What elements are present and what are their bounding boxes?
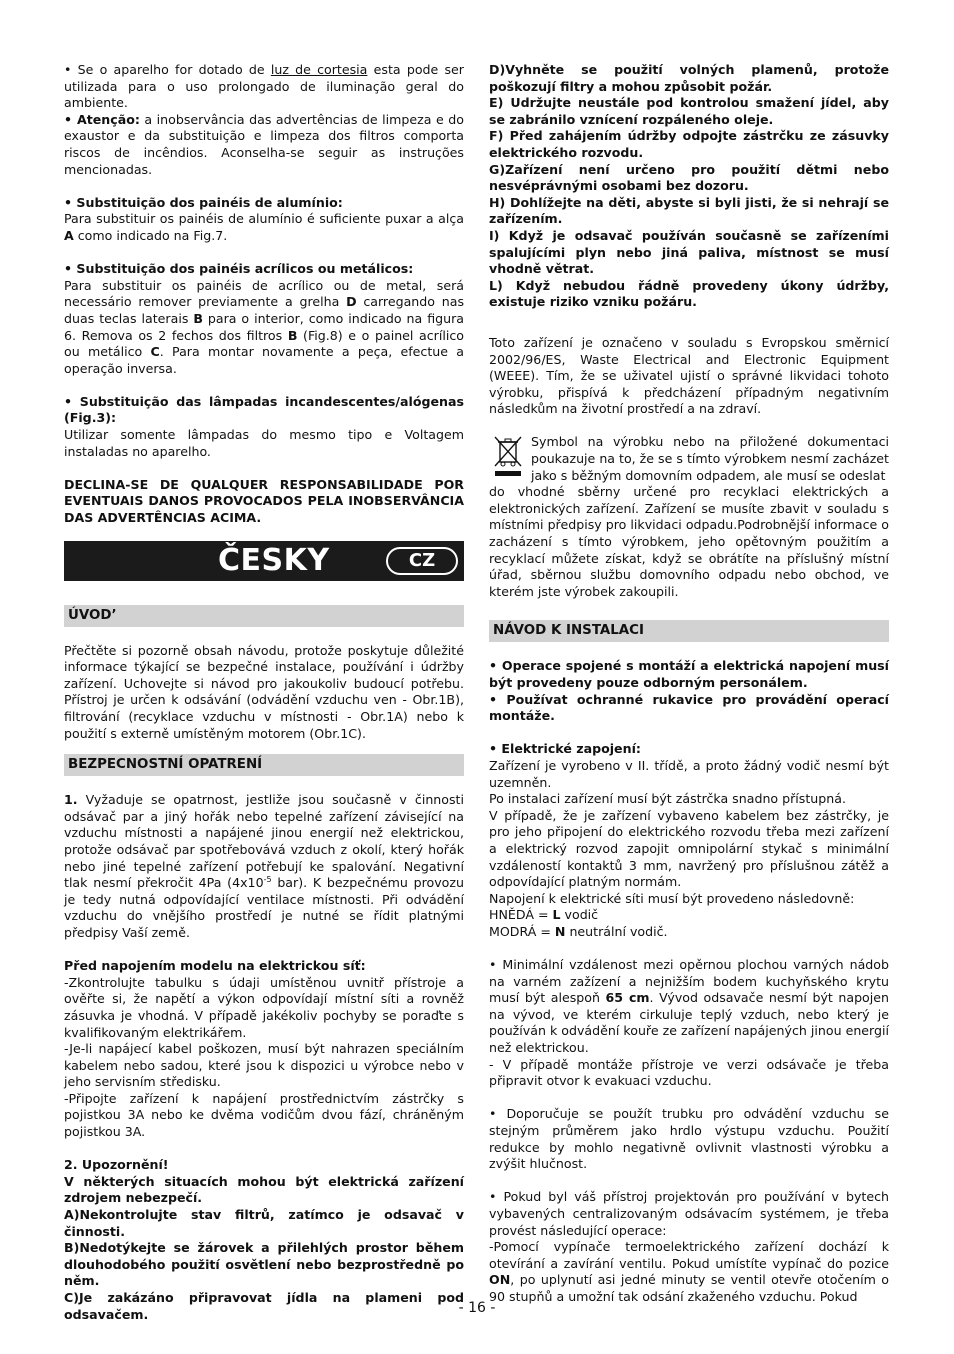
warning-c: C)Je zakázáno připravovat jídla na plameni pod odsavačem. <box>64 1290 464 1322</box>
left-column <box>64 62 464 1323</box>
heading-lamps: • Substituição das lâmpadas incandescentes/alógenas (Fig.3): <box>64 393 464 426</box>
courtesy-light-term: luz de cortesia <box>270 62 368 77</box>
language-badge: CZ <box>386 547 458 575</box>
crossed-bin-icon <box>491 434 525 478</box>
paragraph-connection: Napojení k elektrické síti musí být provedeno následovně: <box>489 890 855 906</box>
install-note-staff: • Operace spojené s montáží a elektrická napojení musí být provedeny pouze odborným personálem. <box>489 658 889 690</box>
paragraph-lamps: Utilizar somente lâmpadas do mesmo tipo e Voltagem instaladas no aparelho. <box>64 427 464 459</box>
wire-blue: MODRÁ = N neutrální vodič. <box>489 923 668 939</box>
warning-f: F) Před zahájením údržby odpojte zástrčku ze zásuvky elektrického rozvodu. <box>489 128 889 160</box>
paragraph-courtesy-light: • Se o aparelho for dotado de luz de cortesia esta pode ser utilizada para o uso prolongado de iluminação geral do ambiente. <box>64 62 464 111</box>
paragraph-valve: -Pomocí vypínače termoelektrického zařízení dochází k otevírání a zavírání ventilu. Pokud umístíte vypínač do pozice ON, po uplynutí asi jedné minuty se ventil otevře otočením o 90 stupňů a umožní tak odsání zkaženého vzduchu. Pokud <box>489 1239 889 1304</box>
paragraph-attention: • Atenção: a inobservância das advertências de limpeza e do exaustor e da substituição e limpeza dos filtros comporta riscos de incêndios. Aconselha-se seguir as instruções mencionadas. <box>64 111 464 177</box>
paragraph-central-system: • Pokud byl váš přístroj projektován pro používání v bytech vybavených centralizovaným odsávacím systémem, je třeba provést následující operace: <box>489 1189 889 1238</box>
paragraph-weee-symbol: Symbol na výrobku nebo na přiložené dokumentaci poukazuje na to, že se s tímto výrobkem nesmí zacházet jako s běžným domovním odpadem, ale musí se odeslat <box>531 434 889 483</box>
heading-acrylic: • Substituição dos painéis acrílicos ou metálicos: <box>64 261 414 277</box>
right-column <box>489 62 889 1306</box>
warning-l: L) Když nebudou řádně provedeny úkony údržby, existuje riziko vzniku požáru. <box>489 277 889 310</box>
section-heading-safety: BEZPECNOSTNÍ OPATRENÍ <box>64 754 464 776</box>
paragraph-check-label: -Zkontrolujte tabulku s údaji umístěnou uvnitř přístroje a ověřte si, že napětí a výkon odpovídají místní síti a rovněž zásuvka je vhodná. V případě jakékoliv pochyby se poraďte s kvalifikovaným elektrikářem. <box>64 974 464 1040</box>
paragraph-omnipolar: V případě, že je zařízení vybaveno kabelem bez zástrčky, je pro jeho připojení do elektrického rozvodu třeba mezi zařízení a elektrický rozvod zapojit omnipolární stykač s minimální vzdáleností kontaktů 3 mm, navržený pro příslušnou zátěž a odpovídající platným normám. <box>489 807 889 890</box>
paragraph-weee-disposal: do vhodné sběrny určené pro recyklaci elektrických a elektronických zařízení. Zařízení se musíte zbavit v souladu s místními předpisy pro likvidaci odpadu.Podrobnější informace o zacházení s tímto výrobkem, jeho opětovným použitím a recyklací můžete získat, když se obrátíte na příslušný místní úřad, sběrnou službu domovního odpadu nebo obchod, ve kterém jste výrobek zakoupili. <box>489 484 889 599</box>
section-heading-installation: NÁVOD K INSTALACI <box>489 620 889 642</box>
paragraph-min-distance: • Minimální vzdálenost mezi opěrnou plochou varných nádob na varném zažízení a nejnižším bodem kuchyňského krytu musí být alespoň 65 cm. Vývod odsavače nesmí být napojen na vývod, ve kterém cirkuluje teplý vzduch, nebo který je používán k odvádění kouře ze zařízení napájených jinou energií než elektrickou. <box>489 957 889 1056</box>
language-banner <box>64 541 464 581</box>
warning-h: H) Dohlížejte na děti, abyste si byli jisti, že si nehrají se zařízením. <box>489 194 889 227</box>
section-heading-intro: ÚVOD’ <box>64 605 464 627</box>
install-note-gloves: • Používat ochranné rukavice pro provádění operací montáže. <box>489 691 889 724</box>
disclaimer: DECLINA-SE DE QUALQUER RESPONSABILIDADE POR EVENTUAIS DANOS PROVOCADOS PELA INOBSERVÂNCIA DAS ADVERTÊNCIAS ACIMA. <box>64 476 464 526</box>
weee-block <box>489 434 889 600</box>
paragraph-intro: Přečtěte si pozorně obsah návodu, protože poskytuje důležité informace týkající se bezpečné instalace, používání i údržby zařízení. Uchovejte si návod pro jakoukoliv budoucí potřebu. Přístroj je určen k odsávání (odvádění vzduchu ven - Obr.1B), filtrování (recyklace vzduchu v místnosti - Obr.1A) nebo k použití s externě umístěným motorem (Obr.1C). <box>64 642 464 741</box>
warning-b: B)Nedotýkejte se žárovek a přilehlých prostor během dlouhodobého použití osvětlení nebo bezprostředně po něm. <box>64 1240 464 1289</box>
paragraph-acrylic: Para substituir os painéis de acrílico ou de metal, será necessário remover previamente a grelha D carregando nas duas teclas laterais B para o interior, como indicado na figura 6. Remova os 2 fechos dos filtros B (Fig.8) e o painel acrílico ou metálico C. Para montar novamente a peça, efectue a operação inversa. <box>64 277 465 376</box>
paragraph-warning: V některých situacích mohou být elektrická zařízení zdrojem nebezpečí. <box>64 1173 464 1206</box>
paragraph-plug-access: Po instalaci zařízení musí být zástrčka snadno přístupná. <box>489 791 846 807</box>
heading-before-connecting: Před napojením modelu na elektrickou síť: <box>64 958 366 974</box>
paragraph-duct: • Doporučuje se použít trubku pro odvádění vzduchu se stejným průměrem jako hrdlo výstupu vzduchu. Použití redukce by mohlo negativně ovlivnit vlastnosti výrobku a zvýšit hlučnost. <box>489 1106 889 1172</box>
warning-a: A)Nekontrolujte stav filtrů, zatímco je odsavač v činnosti. <box>64 1207 464 1239</box>
heading-warning: 2. Upozornění! <box>64 1157 169 1173</box>
paragraph-aluminium: Para substituir os painéis de alumínio é suficiente puxar a alça A como indicado na Fig.7. <box>64 211 464 243</box>
warning-e: E) Udržujte neustále pod kontrolou smažení jídel, aby se zabránilo vznícení rozpáleného oleje. <box>489 95 889 127</box>
wire-brown: HNĚDÁ = L vodič <box>489 907 599 923</box>
paragraph-fuse: -Připojte zařízení k napájení prostřednictvím zástrčky s pojistkou 3A nebo ke dvěma vodičům dvou fází, chráněným pojistkou 3A. <box>64 1090 464 1140</box>
paragraph-safety-1: 1. Vyžaduje se opatrnost, jestliže jsou současně v činnosti odsávač par a jiný hořák nebo tepelné zařízení závisející na vzduchu místnosti a napájené jinou energií než elektrickou, protože odsávač par spotřebovává vzduch z okolí, který hořák nebo jiné tepelné zařízení potřebují ke spalování. Negativní tlak nesmí překročit 4Pa ($4x10^{-5}$ bar). K bezpečnému provozu je tedy nutná odpovídající ventilace místnosti. Při odvádění vzduchu do vnějšího prostředí je nutné se řídit platnými předpisy Vaší země. <box>64 792 464 940</box>
paragraph-weee: Toto zařízení je označeno v souladu s Evropskou směrnicí 2002/96/ES, Waste Electrical and Electronic Equipment (WEEE). Tím, že se uživatel ujistí o správné likvidaci tohoto výrobku, přispívá k předcházení případným negativním následkům na životní prostředí a na zdraví. <box>489 334 889 417</box>
heading-aluminium: • Substituição dos painéis de alumínio: <box>64 194 343 210</box>
paragraph-class-ii: Zařízení je vyrobeno v II. třídě, a proto žádný vodič nesmí být uzemněn. <box>489 757 889 790</box>
paragraph-exhaust-hole: - V případě montáže přístroje ve verzi odsávače je třeba připravit otvor k evakuaci vzduchu. <box>489 1056 889 1089</box>
language-title: ČESKY <box>218 542 330 578</box>
warning-i: I) Když je odsavač používán současně se zařízeními spalujícími plyn nebo jiná paliva, místnost se musí vhodně větrat. <box>489 227 889 277</box>
heading-electrical: • Elektrické zapojení: <box>489 741 641 757</box>
page-number: - 16 - <box>458 1300 496 1316</box>
paragraph-cable: -Je-li napájecí kabel poškozen, musí být nahrazen speciálním kabelem nebo sadou, které jsou k dispozici u výrobce nebo v jeho servisním středisku. <box>64 1041 464 1090</box>
warning-g: G)Zařízení není určeno pro použití dětmi nebo nesvéprávnými osobami bez dozoru. <box>489 161 889 194</box>
warning-d: D)Vyhněte se použití volných plamenů, protože poškozují filtry a mohou způsobit požár. <box>489 62 889 94</box>
